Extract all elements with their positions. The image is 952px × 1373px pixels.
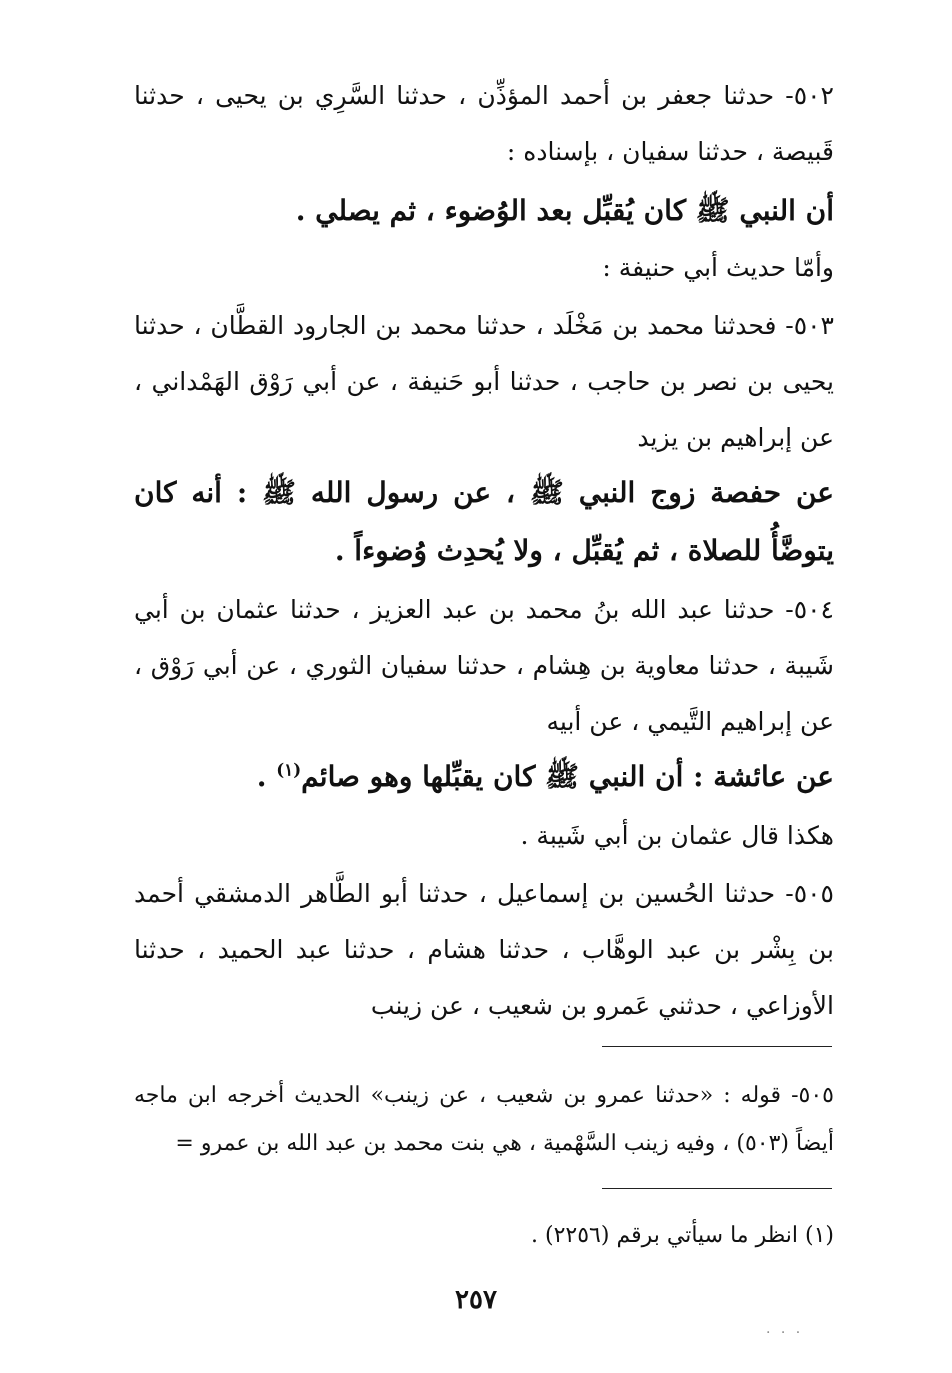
hadith-504-remark: هكذا قال عثمان بن أبي شَيبة . [520, 821, 834, 850]
hadith-504-matn-end: . [256, 760, 277, 793]
hadith-502-matn: أن النبي ﷺ كان يُقبِّل بعد الوُضوء ، ثم يصلي . [295, 194, 834, 227]
scan-specks: · · · [766, 1325, 804, 1341]
hadith-502-isnad: ٥٠٢- حدثنا جعفر بن أحمد المؤذِّن ، حدثنا السَّرِي بن يحيى ، حدثنا قَبيصة ، حدثنا سفيان ، بإسناده : [134, 81, 834, 166]
commentary-505: ٥٠٥- قوله : «حدثنا عمرو بن شعيب ، عن زينب» الحديث أخرجه ابن ماجه أيضاً (٥٠٣) ، وفيه زينب السَّهْمية ، هي بنت محمد بن عبد الله بن عمرو = [134, 1083, 834, 1156]
hadith-504-isnad: ٥٠٤- حدثنا عبد الله بنُ محمد بن عبد العزيز ، حدثنا عثمان بن أبي شَيبة ، حدثنا معاوية بن هِشام ، حدثنا سفيان الثوري ، عن أبي رَوْق ، عن إبراهيم التَّيمي ، عن أبيه [134, 595, 834, 736]
footnote-1: (١) انظر ما سيأتي برقم (٢٢٥٦) . [531, 1223, 834, 1248]
hadith-503-isnad: ٥٠٣- فحدثنا محمد بن مَخْلَد ، حدثنا محمد بن الجارود القطَّان ، حدثنا يحيى بن نصر بن حاجب ، حدثنا أبو حَنيفة ، عن أبي رَوْق الهَمْداني ، عن إبراهيم بن يزيد [134, 311, 834, 452]
hadith-504-matn-text: عن عائشة : أن النبي ﷺ كان يقبِّلها وهو صائم [301, 760, 834, 793]
footnote-divider [602, 1188, 832, 1189]
page-number: ٢٥٧ [455, 1285, 497, 1315]
footnote-marker: (١) [276, 759, 302, 780]
hadith-503-matn: عن حفصة زوج النبي ﷺ ، عن رسول الله ﷺ : أنه كان يتوضَّأُ للصلاة ، ثم يُقبِّل ، ولا يُحدِث وُضوءاً . [134, 476, 834, 567]
abu-hanifa-heading: وأمّا حديث أبي حنيفة : [602, 253, 834, 282]
hadith-505-isnad: ٥٠٥- حدثنا الحُسين بن إسماعيل ، حدثنا أبو الطَّاهر الدمشقي أحمد بن بِشْر بن عبد الوهَّاب ، حدثنا هشام ، حدثنا عبد الحميد ، حدثنا الأوزاعي ، حدثني عَمرو بن شعيب ، عن زينب [134, 879, 834, 1020]
commentary-divider [602, 1046, 832, 1047]
hadith-504-matn [134, 748, 834, 806]
